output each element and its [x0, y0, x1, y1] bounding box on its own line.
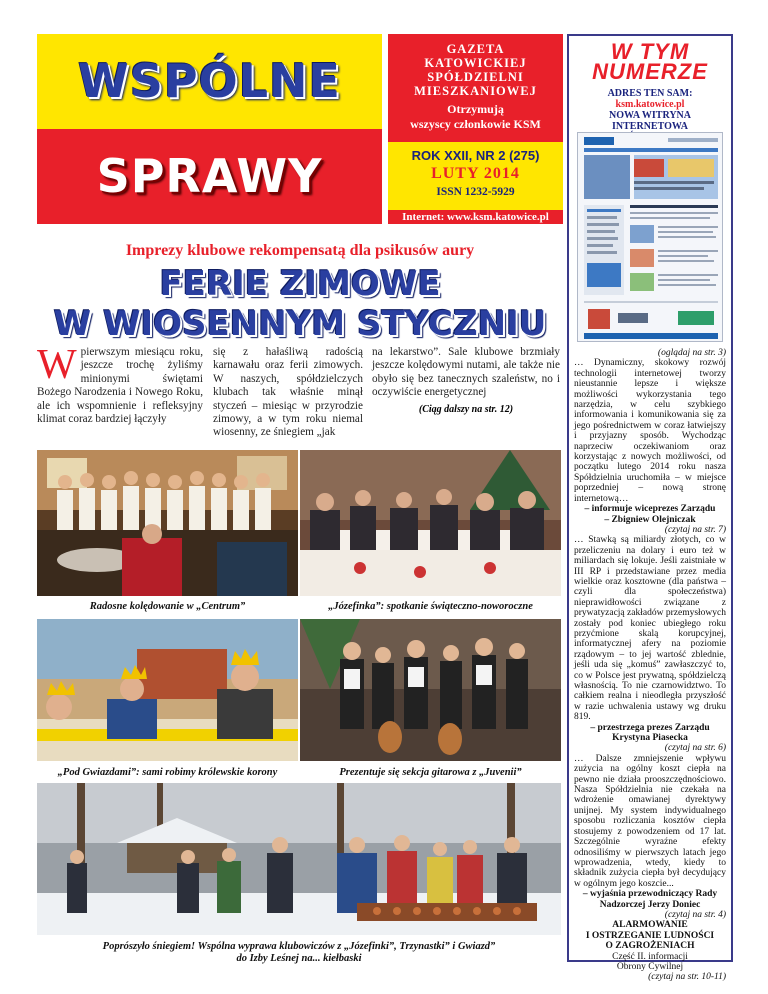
- teaser-text: … Dalsze zmniejszenie wpływu zużycia na ogólny koszt ciepła na pewno nie działa prooszczędnościowo. Nasza Spółdzielnia nie czekała na wdrożenie omawianej dyrektywy unijnej. My system indywidualnego sposobu rozliczania kosztów ciepła stosujemy z powodzeniem od 17 lat. Szczególnie wyraźne efekty odnosiliśmy w pierwszych latach jego wprowadzenia, wtedy, kiedy to składnik zużycia ciepła był decydujący w ogólnym jego koszcie...: [574, 753, 726, 889]
- publisher-line: GAZETA: [446, 42, 505, 56]
- photo-carolling-centrum: [37, 450, 298, 596]
- photo-carolling-image: [37, 450, 298, 596]
- caption-photo3: „Pod Gwiazdami”: sami robimy królewskie korony: [57, 767, 278, 778]
- article-column-3: na lekarstwo”. Sale klubowe brzmiały jeszcze kolędowymi nutami, ale także nie obyło się bez tanecznych szaleństw, no i oczywiście energetycznej: [372, 346, 560, 399]
- photo-crowns-image: [37, 619, 298, 761]
- teaser-sub: Obrony Cywilnej: [616, 961, 684, 972]
- teaser-author: – wyjaśnia przewodniczący Rady: [582, 889, 718, 900]
- caption-photo5: [37, 941, 561, 965]
- teaser-text: … Stawką są miliardy złotych, co w przeliczeniu na dolary i euro też w miliardach się lokuje. Jeśli zaistniałe w III RP i przedstawiane przez media wielkie oraz kosztowne (dla państwa – czyli dla społeczeństwa) nieprawidłowości związane z prywatyzacją zakładów przemysłowych zostały pod koniec ubiegłego roku przyćmione skalą korupcyjnej, informatycznej afery na poziomie rządowym – to jej wartość zblednie, jeśli uda się „komuś” zawłaszczyć to, co w Polsce jest prywatną, spółdzielczą własnością. To nie czarnowidztwo. To całkiem realna i nieodległa przyszłość w razie uchwalenia ustawy wg druku 819.: [574, 535, 726, 723]
- teaser-author: – informuje wiceprezes Zarządu: [584, 504, 716, 515]
- teaser-ref[interactable]: (czytaj na str. 7): [664, 524, 726, 535]
- photo-guitar-image: [300, 619, 561, 761]
- sidebar-title-line2: NUMERZE: [592, 59, 708, 84]
- headline-line2: W WIOSENNYM STYCZNIU: [53, 304, 547, 344]
- publisher-line: SPÓŁDZIELNI: [427, 70, 524, 84]
- issue-number: ROK XXII, NR 2 (275): [411, 148, 540, 163]
- headline-line1: FERIE ZIMOWE: [159, 264, 441, 304]
- teaser-ref[interactable]: (czytaj na str. 4): [664, 909, 726, 920]
- caption-photo2: „Józefinka”: spotkanie świąteczno-noworoczne: [328, 601, 533, 612]
- publisher-box: [388, 34, 563, 142]
- photo-crowns: [37, 619, 298, 761]
- teaser-ref[interactable]: (oglądaj na str. 3): [657, 348, 726, 358]
- caption-photo5-line1: Poprószyło śniegiem! Wspólna wyprawa klubowiczów z „Józefinki”, Trzynastki” i Gwiazd”: [102, 941, 496, 952]
- caption-photo5-line2: do Izby Leśnej na... kiełbaski: [236, 953, 362, 964]
- article-kicker: Imprezy klubowe rekompensatą dla psikusów aury: [125, 242, 475, 259]
- issue-box: [388, 142, 563, 210]
- masthead-title-line2: SPRAWY: [96, 149, 323, 203]
- masthead-title-line1: WSPÓLNE: [78, 54, 341, 108]
- teaser-ref[interactable]: (czytaj na str. 6): [664, 743, 726, 754]
- article-column-1: [37, 342, 203, 426]
- teaser-author: – przestrzega prezes Zarządu: [590, 722, 710, 733]
- teaser-sub: Część II. informacji: [612, 951, 688, 962]
- teaser-author: – Zbigniew Olejniczak: [604, 514, 696, 525]
- publisher-line: MIESZKANIOWEJ: [414, 84, 537, 98]
- issn: ISSN 1232-5929: [436, 186, 515, 198]
- photo-snowy-image: [37, 783, 561, 935]
- article-text: pierwszym miesiącu roku, jeszcze trochę żyliśmy minionymi świętami Bożego Narodzenia i Nowego Roku, ale ich wspomnienie i refleksyjny klimat coraz bardziej łączyły: [37, 346, 203, 426]
- publisher-line: KATOWICKIEJ: [424, 56, 527, 70]
- issue-month: LUTY 2014: [431, 165, 520, 182]
- address-url[interactable]: ksm.katowice.pl: [615, 99, 685, 110]
- photo-jozefinka-meeting: [300, 450, 561, 596]
- photo-meeting-image: [300, 450, 561, 596]
- caption-photo1: Radosne kolędowanie w „Centrum”: [89, 601, 246, 612]
- teaser-text: … Dynamiczny, skokowy rozwój technologii internetowej tworzy nieustannie lepsze i większe możliwości wykorzystania tego narzędzia, w celu szybkiego informowania i komunikowania się za jego pośrednictwem w coraz łatwiejszy i przyjazny sposób. Wychodząc naprzeciw oczekiwaniom oraz korzystając z nowych możliwości, od początku lutego 2014 roku nasza Spółdzielnia uruchomiła – w miejsce poprzedniej – nową stronę internetową…: [574, 358, 726, 504]
- recipients-line: Otrzymują: [447, 102, 504, 116]
- internet-address[interactable]: Internet: www.ksm.katowice.pl: [388, 210, 563, 224]
- website-screenshot: [577, 132, 723, 342]
- masthead-yellow-panel: [37, 34, 382, 129]
- in-this-issue-sidebar: [567, 34, 733, 983]
- address-line: ADRES TEN SAM:: [607, 88, 693, 99]
- teaser-heading: ALARMOWANIE: [612, 920, 688, 931]
- sidebar-title: [569, 39, 731, 84]
- teaser-ref[interactable]: (czytaj na str. 10-11): [648, 972, 726, 983]
- continued-note[interactable]: (Ciąg dalszy na str. 12): [418, 404, 514, 415]
- recipients-line: wszyscy członkowie KSM: [410, 117, 541, 131]
- sidebar-teasers: [574, 348, 726, 983]
- photo-guitar-section: [300, 619, 561, 761]
- teaser-heading: O ZAGROŻENIACH: [605, 941, 695, 952]
- dropcap: W: [37, 342, 77, 388]
- address-line: NOWA WITRYNA: [609, 110, 691, 121]
- teaser-author: Nadzorczej Jerzy Doniec: [599, 899, 701, 910]
- address-line: INTERNETOWA: [612, 121, 688, 132]
- article-column-2: się z hałaśliwą radością karnawału oraz ferii zimowych. W naszych, spółdzielczych klubach tak właśnie minął styczeń – miesiąc w przyrodzie zimowy, a w tym roku niemal wiosenny, ze śniegiem „jak: [213, 346, 363, 439]
- photo-snowy-trip: [37, 783, 561, 935]
- teaser-heading: I OSTRZEGANIE LUDNOŚCI: [585, 930, 715, 941]
- sidebar-title-line1: W TYM: [610, 39, 690, 64]
- masthead-red-panel: [37, 129, 382, 224]
- website-screenshot-image: [578, 133, 723, 342]
- caption-photo4: Prezentuje się sekcja gitarowa z „Juvenii”: [339, 767, 522, 778]
- teaser-author: Krystyna Piasecka: [612, 733, 688, 744]
